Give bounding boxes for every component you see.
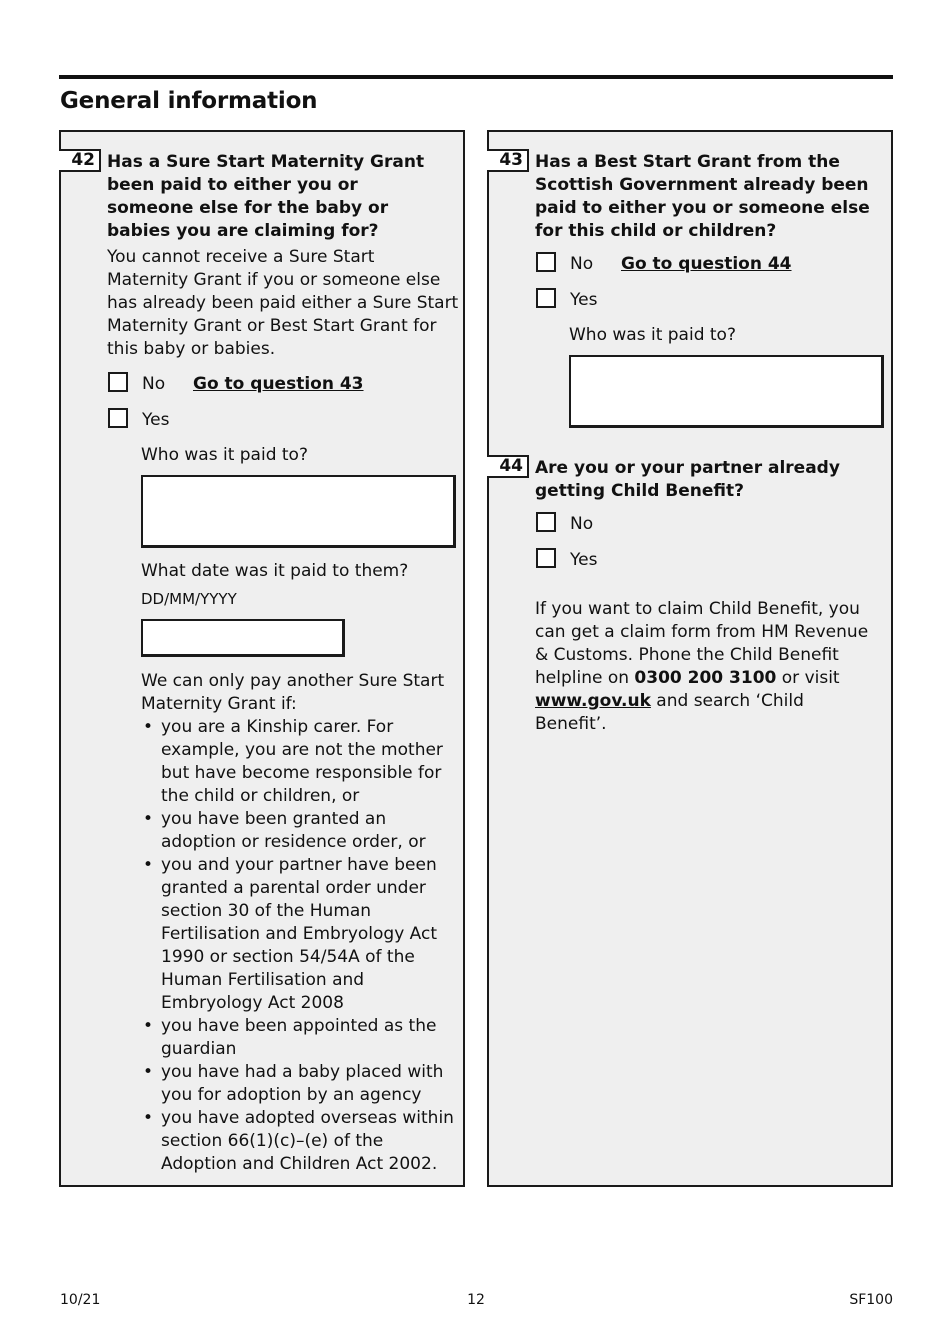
yes-label: Yes (142, 410, 170, 430)
option-yes[interactable] (536, 288, 866, 312)
footer-date-code: 10/21 (60, 1292, 101, 1308)
date-label: What date was it paid to them? (141, 561, 409, 581)
helpline-number: 0300 200 3100 (634, 668, 777, 688)
list-item: • you have adopted overseas within section 66(1)(c)–(e) of the Adoption and Children Act 2002. (141, 1107, 461, 1176)
no-label: No (570, 514, 594, 534)
list-item: • you and your partner have been granted a parental order under section 30 of the Human Fertilisation and Embryology Act 1990 or section 54/54A of the Human Fertilisation and Embryology Act 2008 (141, 854, 461, 1015)
footer-form-code: SF100 (849, 1292, 893, 1308)
no-checkbox[interactable] (108, 372, 128, 392)
question-42-panel (59, 130, 465, 1187)
option-yes[interactable] (108, 408, 438, 432)
question-number: 44 (487, 455, 529, 478)
yes-checkbox[interactable] (108, 408, 128, 428)
paid-to-input[interactable] (141, 475, 456, 548)
yes-checkbox[interactable] (536, 288, 556, 308)
info-text: or visit (776, 668, 840, 688)
list-item: • you have been appointed as the guardian (141, 1015, 461, 1061)
option-no[interactable] (108, 372, 438, 396)
paid-to-label: Who was it paid to? (569, 325, 736, 345)
list-item: • you have had a baby placed with you for adoption by an agency (141, 1061, 461, 1107)
option-no[interactable] (536, 252, 866, 276)
question-43-44-panel (487, 130, 893, 1187)
website-link[interactable]: www.gov.uk (535, 691, 651, 711)
no-checkbox[interactable] (536, 512, 556, 532)
question-number: 43 (487, 149, 529, 172)
conditions-intro: We can only pay another Sure Start Maternity Grant if: (141, 671, 445, 714)
date-input[interactable] (141, 619, 345, 657)
question-title: Are you or your partner already getting Child Benefit? (535, 458, 840, 501)
question-intro: You cannot receive a Sure Start Maternity Grant if you or someone else has already been paid either a Sure Start Maternity Grant or Best Start Grant for this baby or babies. (107, 247, 459, 359)
yes-checkbox[interactable] (536, 548, 556, 568)
question-title: Has a Best Start Grant from the Scottish Government already been paid to either you or someone else for this child or children? (535, 152, 870, 241)
child-benefit-info (535, 598, 880, 736)
yes-label: Yes (570, 550, 598, 570)
goto-link[interactable]: Go to question 43 (193, 374, 364, 394)
footer-page-number: 12 (467, 1292, 485, 1308)
goto-link[interactable]: Go to question 44 (621, 254, 792, 274)
paid-to-label: Who was it paid to? (141, 445, 308, 465)
question-number: 42 (59, 149, 101, 172)
list-item: • you have been granted an adoption or residence order, or (141, 808, 461, 854)
option-yes[interactable] (536, 548, 736, 572)
top-rule (59, 75, 893, 79)
no-label: No (570, 254, 594, 274)
date-format-hint: DD/MM/YYYY (141, 590, 237, 608)
info-text: and search ‘Child Benefit’. (535, 691, 804, 734)
paid-to-input[interactable] (569, 355, 884, 428)
yes-label: Yes (570, 290, 598, 310)
info-text: If you want to claim Child Benefit, you can get a claim form from HM Revenue & Customs. Phone the Child Benefit helpline on (535, 599, 869, 688)
option-no[interactable] (536, 512, 736, 536)
conditions-list (141, 716, 461, 1176)
question-title: Has a Sure Start Maternity Grant been paid to either you or someone else for the baby or babies you are claiming for? (107, 152, 425, 241)
no-label: No (142, 374, 166, 394)
no-checkbox[interactable] (536, 252, 556, 272)
list-item: • you are a Kinship carer. For example, you are not the mother but have become responsible for the child or children, or (141, 716, 461, 808)
section-title: General information (60, 88, 318, 114)
